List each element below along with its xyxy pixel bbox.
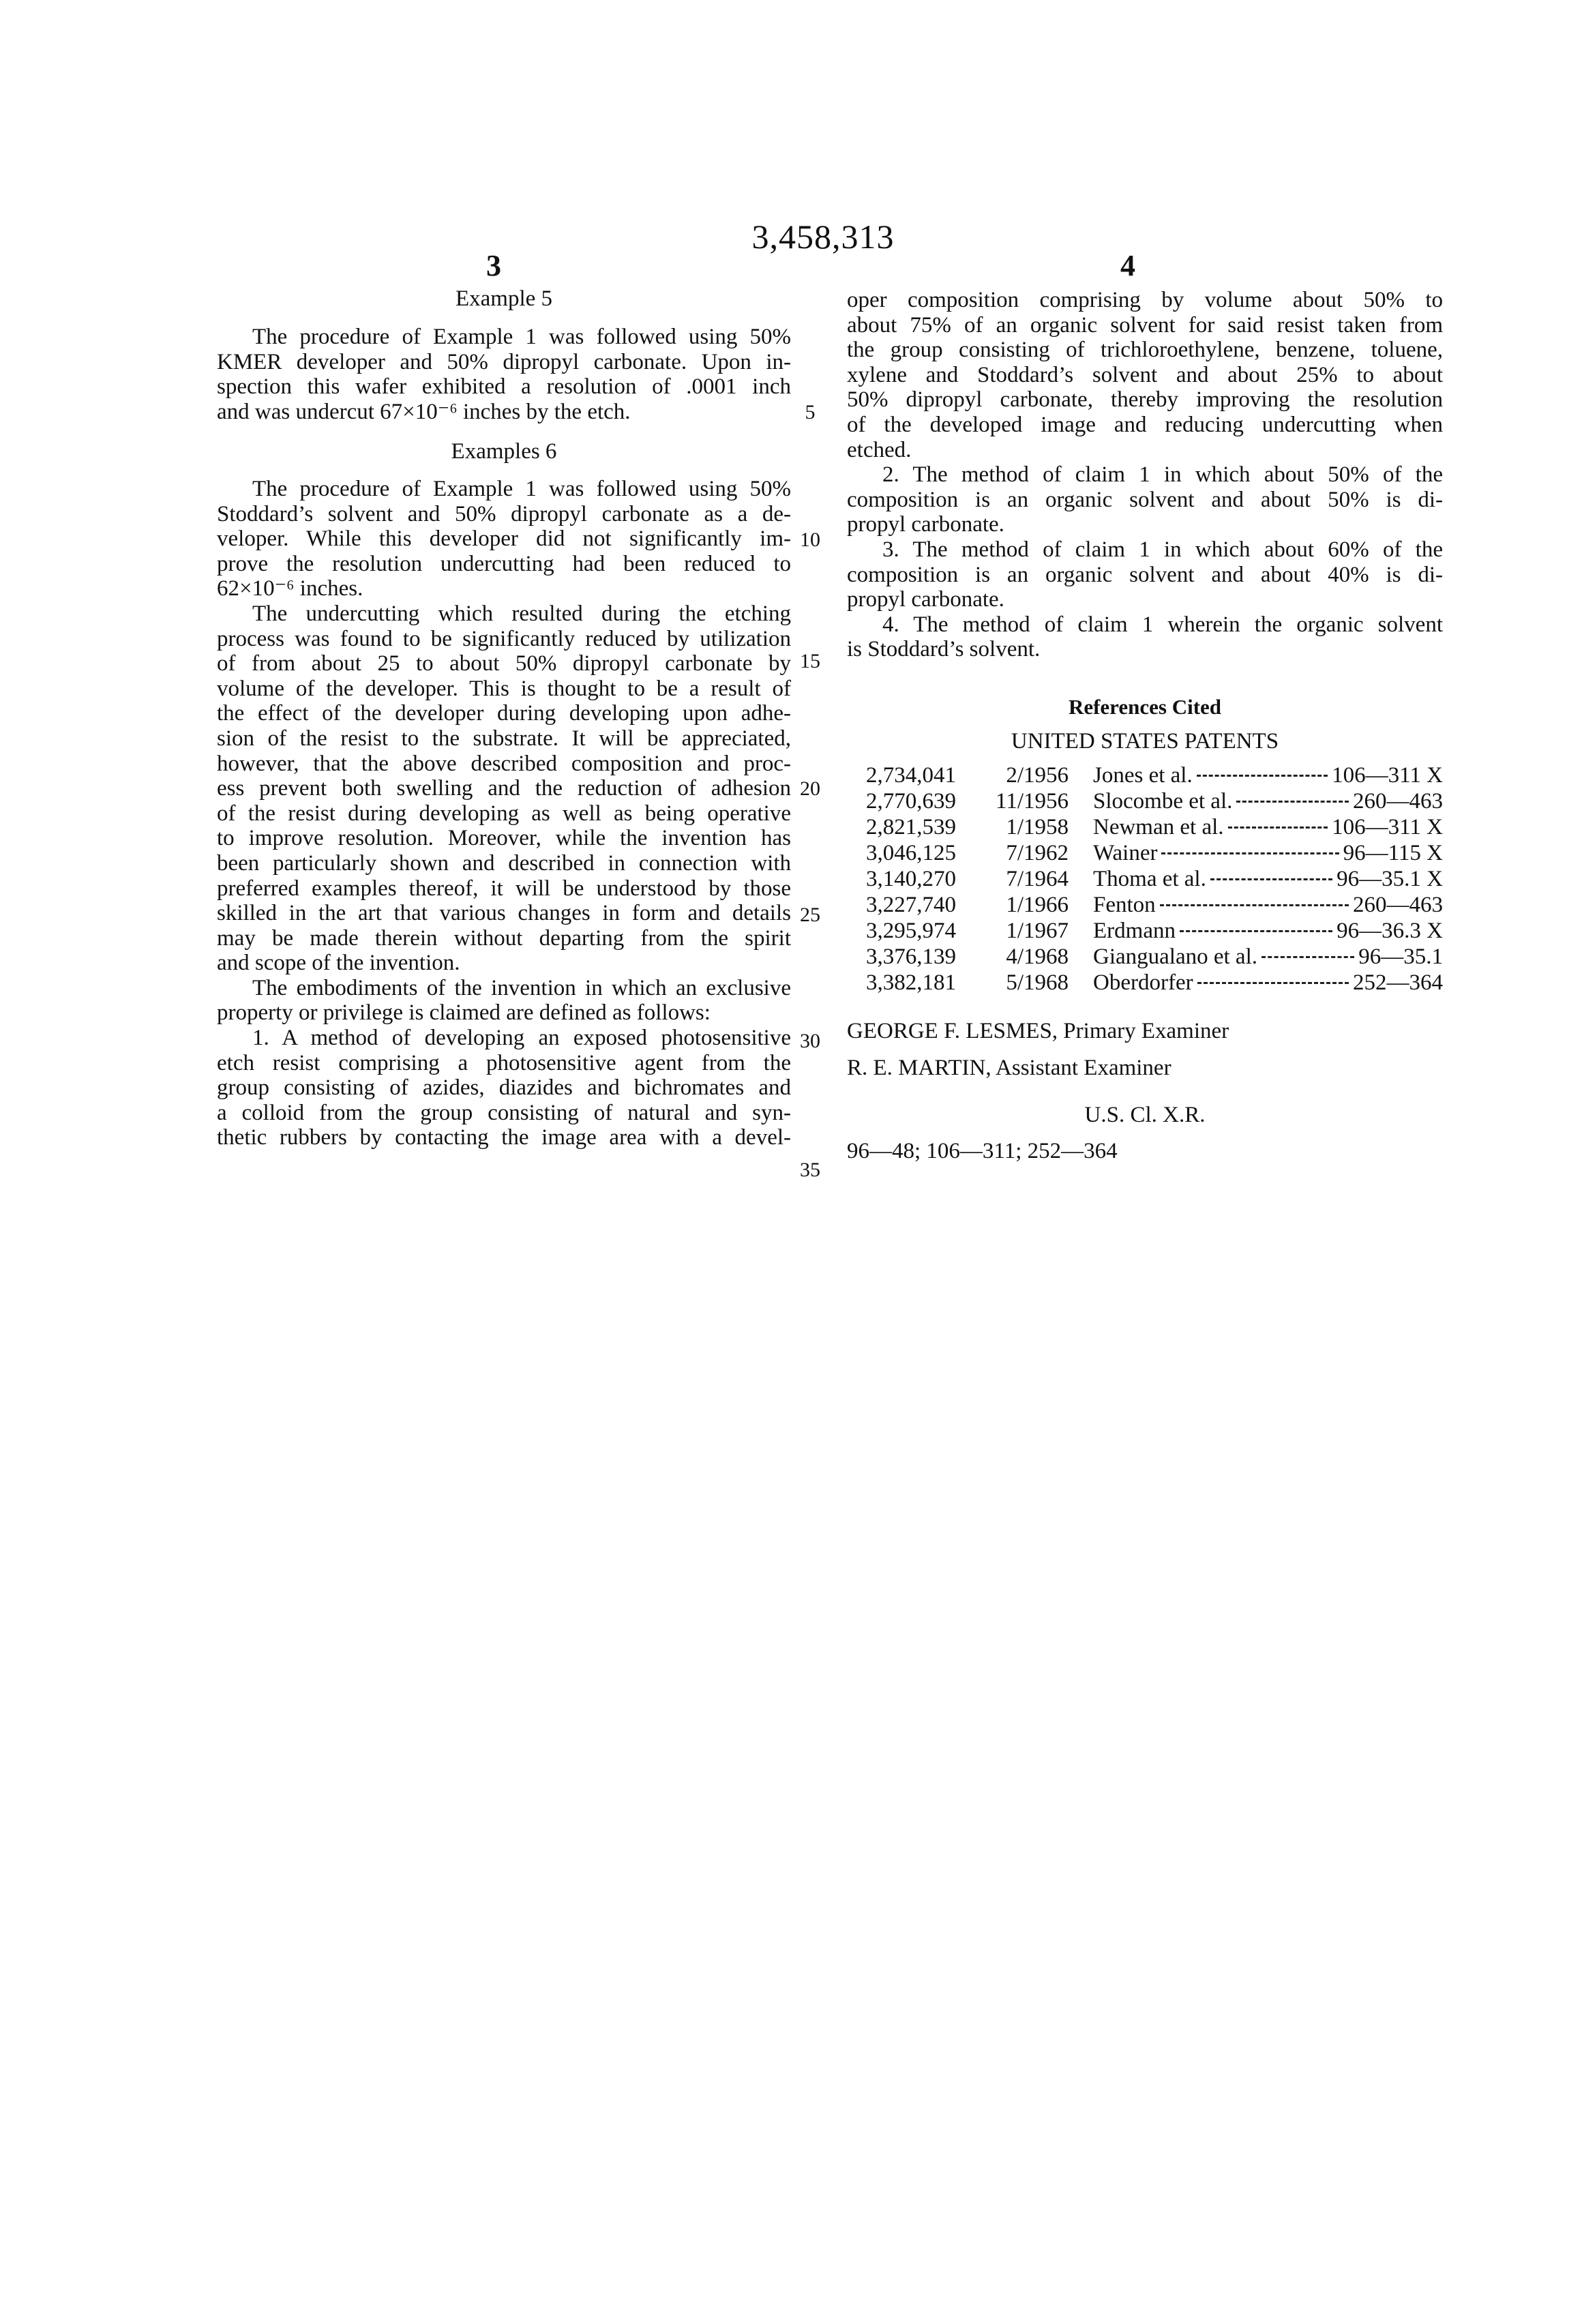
text-line: ess prevent both swelling and the reduction of adhesion — [217, 776, 791, 801]
reference-date: 1/1966 — [956, 892, 1069, 918]
text-line: process was found to be significantly reduced by utilization — [217, 627, 791, 652]
leader-dots — [1160, 904, 1349, 906]
line-number: 25 — [790, 904, 831, 927]
line-number: 20 — [790, 777, 831, 801]
text-line: The undercutting which resulted during the etching — [217, 601, 791, 627]
text-line: prove the resolution undercutting had been reduced to — [217, 552, 791, 577]
references-table — [847, 762, 1443, 996]
left-column-number: 3 — [460, 248, 528, 283]
example-5-paragraph — [217, 325, 791, 424]
text-line: been particularly shown and described in connection with — [217, 851, 791, 876]
reference-row — [847, 840, 1443, 866]
leader-dots — [1197, 775, 1328, 777]
reference-row — [847, 814, 1443, 840]
reference-row — [847, 918, 1443, 944]
reference-number: 3,227,740 — [847, 892, 956, 918]
reference-row — [847, 892, 1443, 918]
reference-date: 4/1968 — [956, 944, 1069, 970]
text-line: the group consisting of trichloroethylene, benzene, toluene, — [847, 338, 1443, 363]
text-line: and scope of the invention. — [217, 951, 791, 976]
text-line: etch resist comprising a photosensitive agent from the — [217, 1051, 791, 1076]
text-line: 1. A method of developing an exposed photosensitive — [217, 1026, 791, 1051]
text-line: a colloid from the group consisting of natural and syn- — [217, 1101, 791, 1126]
line-number: 15 — [790, 650, 831, 673]
line-number: 10 — [790, 528, 831, 552]
reference-date: 2/1956 — [956, 762, 1069, 788]
line-number: 5 — [790, 401, 831, 424]
text-line: group consisting of azides, diazides and bichromates and — [217, 1075, 791, 1101]
reference-number: 3,295,974 — [847, 918, 956, 944]
reference-class: 106—311 X — [1332, 762, 1443, 788]
reference-inventor: Fenton — [1093, 892, 1156, 918]
reference-inventor: Jones et al. — [1093, 762, 1193, 788]
text-line: skilled in the art that various changes in form and details — [217, 901, 791, 926]
reference-date: 5/1968 — [956, 970, 1069, 996]
line-number: 35 — [790, 1159, 831, 1182]
text-line: 2. The method of claim 1 in which about 50% of the — [847, 462, 1443, 488]
text-line: composition is an organic solvent and about 50% is di- — [847, 488, 1443, 513]
reference-number: 2,734,041 — [847, 762, 956, 788]
line-number: 30 — [790, 1030, 831, 1053]
text-line: composition is an organic solvent and about 40% is di- — [847, 563, 1443, 588]
example-5-heading: Example 5 — [217, 286, 791, 312]
text-line: 50% dipropyl carbonate, thereby improving the resolution — [847, 387, 1443, 413]
reference-row — [847, 762, 1443, 788]
reference-date: 7/1962 — [956, 840, 1069, 866]
reference-number: 3,376,139 — [847, 944, 956, 970]
text-line: to improve resolution. Moreover, while the invention has — [217, 826, 791, 851]
text-line: thetic rubbers by contacting the image area with a devel- — [217, 1125, 791, 1150]
text-line: sion of the resist to the substrate. It will be appreciated, — [217, 726, 791, 751]
reference-row — [847, 788, 1443, 814]
reference-number: 3,382,181 — [847, 970, 956, 996]
example-6-heading: Examples 6 — [217, 439, 791, 464]
reference-row — [847, 944, 1443, 970]
text-line: the effect of the developer during developing upon adhe- — [217, 701, 791, 726]
text-line: of the resist during developing as well as being operative — [217, 801, 791, 826]
reference-inventor: Erdmann — [1093, 918, 1176, 944]
text-line: of from about 25 to about 50% dipropyl carbonate by — [217, 651, 791, 676]
reference-class: 96—35.1 X — [1337, 866, 1443, 892]
text-line: 3. The method of claim 1 in which about 60% of the — [847, 537, 1443, 563]
right-column-number: 4 — [1094, 248, 1162, 283]
assistant-examiner: R. E. MARTIN, Assistant Examiner — [847, 1056, 1443, 1081]
reference-class: 252—364 — [1353, 970, 1443, 996]
reference-row — [847, 866, 1443, 892]
text-line: etched. — [847, 438, 1443, 463]
text-line: and was undercut 67×10⁻⁶ inches by the etch. — [217, 400, 791, 425]
reference-number: 2,821,539 — [847, 814, 956, 840]
us-cl-values: 96—48; 106—311; 252—364 — [847, 1139, 1443, 1164]
reference-inventor: Newman et al. — [1093, 814, 1224, 840]
reference-inventor: Wainer — [1093, 840, 1157, 866]
text-line: propyl carbonate. — [847, 512, 1443, 537]
reference-inventor: Thoma et al. — [1093, 866, 1206, 892]
text-line: however, that the above described composition and proc- — [217, 751, 791, 777]
claims-text — [847, 288, 1443, 662]
text-line: about 75% of an organic solvent for said resist taken from — [847, 313, 1443, 338]
leader-dots — [1210, 878, 1332, 880]
leader-dots — [1228, 826, 1328, 829]
reference-class: 96—115 X — [1343, 840, 1443, 866]
text-line: volume of the developer. This is thought to be a result of — [217, 676, 791, 702]
leader-dots — [1236, 801, 1349, 803]
reference-date: 7/1964 — [956, 866, 1069, 892]
references-heading: References Cited — [847, 695, 1443, 719]
text-line: is Stoddard’s solvent. — [847, 637, 1443, 662]
text-line: Stoddard’s solvent and 50% dipropyl carbonate as a de- — [217, 502, 791, 527]
text-line: of the developed image and reducing undercutting when — [847, 413, 1443, 438]
text-line: The procedure of Example 1 was followed using 50% — [217, 477, 791, 502]
reference-number: 2,770,639 — [847, 788, 956, 814]
reference-row — [847, 970, 1443, 996]
reference-number: 3,046,125 — [847, 840, 956, 866]
primary-examiner: GEORGE F. LESMES, Primary Examiner — [847, 1019, 1443, 1044]
reference-class: 96—35.1 — [1358, 944, 1443, 970]
text-line: may be made therein without departing from the spirit — [217, 926, 791, 951]
us-cl-heading: U.S. Cl. X.R. — [847, 1103, 1443, 1128]
leader-dots — [1262, 956, 1354, 958]
text-line: The procedure of Example 1 was followed using 50% — [217, 325, 791, 350]
reference-class: 106—311 X — [1332, 814, 1443, 840]
text-line: spection this wafer exhibited a resolution of .0001 inch — [217, 374, 791, 400]
leader-dots — [1197, 982, 1349, 984]
leader-dots — [1180, 930, 1332, 932]
reference-inventor: Slocombe et al. — [1093, 788, 1232, 814]
reference-class: 96—36.3 X — [1337, 918, 1443, 944]
text-line: propyl carbonate. — [847, 587, 1443, 612]
text-line: veloper. While this developer did not significantly im- — [217, 526, 791, 552]
text-line: xylene and Stoddard’s solvent and about 25% to about — [847, 363, 1443, 388]
text-line: property or privilege is claimed are defined as follows: — [217, 1000, 791, 1026]
reference-date: 1/1958 — [956, 814, 1069, 840]
reference-inventor: Oberdorfer — [1093, 970, 1193, 996]
text-line: The embodiments of the invention in which an exclusive — [217, 976, 791, 1001]
leader-dots — [1161, 852, 1339, 854]
references-subheading: UNITED STATES PATENTS — [847, 729, 1443, 754]
text-line: preferred examples thereof, it will be understood by those — [217, 876, 791, 902]
left-body-text — [217, 477, 791, 1150]
reference-inventor: Giangualano et al. — [1093, 944, 1257, 970]
text-line: oper composition comprising by volume about 50% to — [847, 288, 1443, 313]
reference-date: 11/1956 — [956, 788, 1069, 814]
reference-class: 260—463 — [1353, 788, 1443, 814]
patent-number: 3,458,313 — [0, 217, 1582, 256]
text-line: 62×10⁻⁶ inches. — [217, 576, 791, 601]
reference-class: 260—463 — [1353, 892, 1443, 918]
text-line: KMER developer and 50% dipropyl carbonate. Upon in- — [217, 350, 791, 375]
reference-date: 1/1967 — [956, 918, 1069, 944]
text-line: 4. The method of claim 1 wherein the organic solvent — [847, 612, 1443, 638]
reference-number: 3,140,270 — [847, 866, 956, 892]
